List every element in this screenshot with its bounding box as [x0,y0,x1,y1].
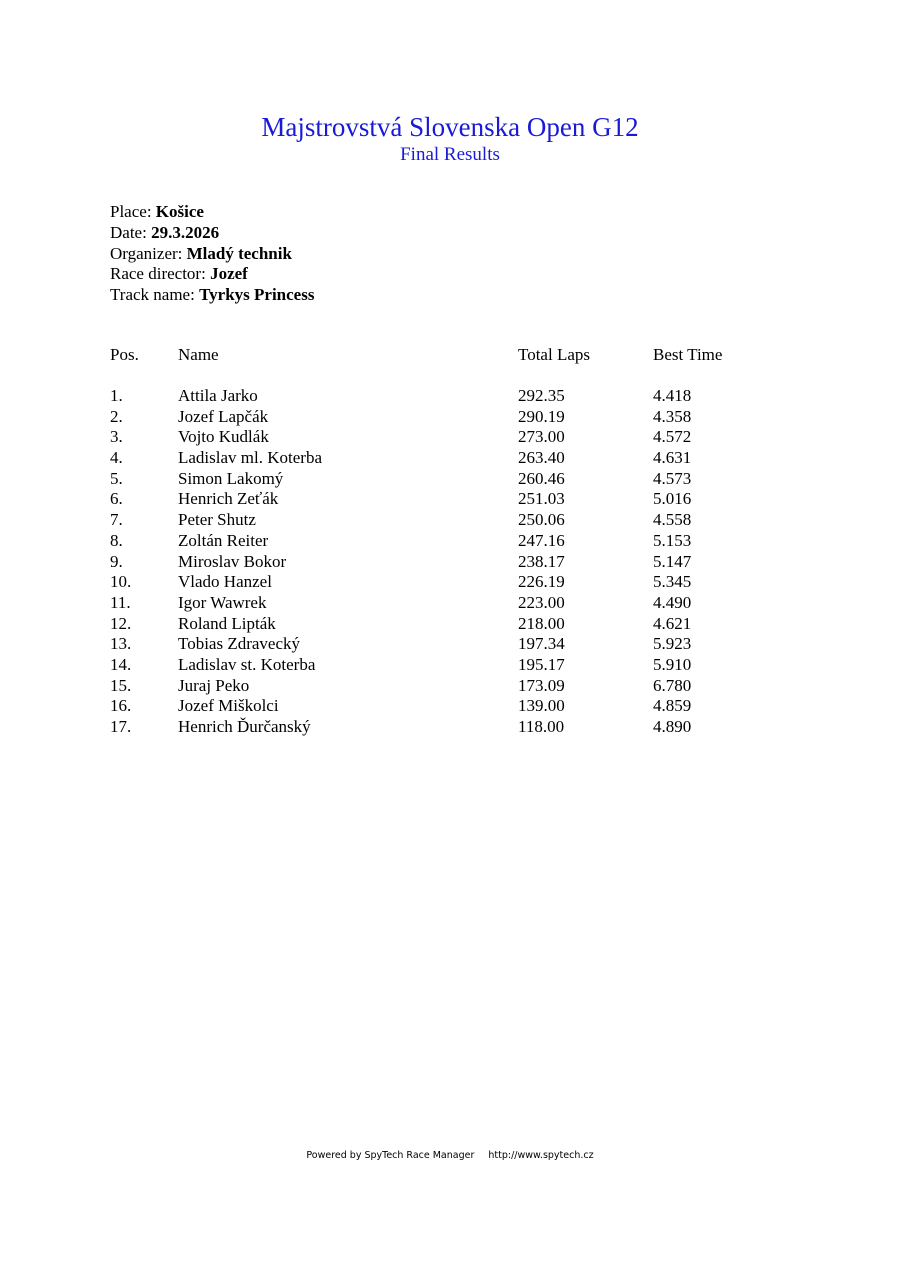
results-table-header [110,345,810,365]
cell-name: Jozef Lapčák [178,406,269,426]
table-row [110,676,810,697]
table-row [110,572,810,593]
footer-url: http://www.spytech.cz [488,1150,594,1161]
table-row [110,696,810,717]
cell-name: Peter Shutz [178,510,256,530]
table-row [110,655,810,676]
cell-best-time: 5.147 [653,551,692,571]
cell-total-laps: 247.16 [518,530,565,550]
cell-pos: 4. [110,448,123,468]
header-pos: Pos. [110,345,139,364]
table-row [110,407,810,428]
cell-name: Henrich Ďurčanský [178,717,311,736]
cell-best-time: 4.573 [653,468,692,488]
cell-best-time: 4.558 [653,510,692,530]
info-label: Organizer: [110,243,187,263]
cell-name: Igor Wawrek [178,592,267,612]
cell-name: Vojto Kudlák [178,427,269,447]
cell-total-laps: 238.17 [518,551,565,571]
cell-total-laps: 139.00 [518,696,565,716]
table-row [110,489,810,510]
cell-pos: 1. [110,386,123,405]
table-row [110,386,810,407]
page-footer [0,1149,900,1163]
cell-pos: 5. [110,468,123,488]
cell-best-time: 4.418 [653,386,692,405]
info-value: Mladý technik [186,243,292,263]
table-row [110,469,810,490]
cell-total-laps: 263.40 [518,448,565,468]
cell-name: Ladislav ml. Koterba [178,448,322,468]
cell-total-laps: 118.00 [518,717,565,736]
cell-total-laps: 197.34 [518,634,565,654]
cell-best-time: 5.923 [653,634,692,654]
cell-total-laps: 173.09 [518,675,565,695]
info-label: Track name: [110,285,200,305]
powered-by-text: Powered by SpyTech Race Manager [306,1150,475,1161]
table-row [110,552,810,573]
cell-best-time: 5.016 [653,489,692,509]
info-value: Košice [155,202,204,221]
cell-best-time: 5.345 [653,572,692,592]
cell-total-laps: 290.19 [518,406,565,426]
cell-name: Juraj Peko [178,675,250,695]
cell-pos: 2. [110,406,123,426]
info-value: 29.3.2026 [151,222,220,242]
cell-total-laps: 250.06 [518,510,565,530]
info-label: Race director: [110,264,211,284]
cell-total-laps: 273.00 [518,427,565,447]
cell-total-laps: 260.46 [518,468,565,488]
cell-best-time: 4.572 [653,427,692,447]
table-row [110,531,810,552]
cell-best-time: 4.490 [653,592,692,612]
cell-pos: 13. [110,634,132,654]
cell-pos: 14. [110,654,132,674]
cell-pos: 9. [110,551,123,571]
info-track-name [110,285,314,306]
cell-name: Jozef Miškolci [178,696,279,716]
cell-name: Roland Lipták [178,613,276,633]
cell-best-time: 5.153 [653,530,692,550]
cell-name: Simon Lakomý [178,468,284,488]
info-value: Tyrkys Princess [199,285,315,305]
cell-pos: 10. [110,572,132,592]
race-info [110,202,314,306]
table-row [110,614,810,635]
cell-name: Attila Jarko [178,386,258,405]
cell-best-time: 4.621 [653,613,692,633]
info-organizer [110,244,314,265]
cell-total-laps: 226.19 [518,572,565,592]
header-best-time: Best Time [653,345,723,364]
cell-name: Henrich Zeťák [178,489,279,509]
cell-total-laps: 223.00 [518,592,565,612]
table-row [110,510,810,531]
table-row [110,593,810,614]
cell-total-laps: 292.35 [518,386,565,405]
page-subtitle: Final Results [400,144,500,165]
cell-best-time: 4.358 [653,406,692,426]
page-title: Majstrovstvá Slovenska Open G12 [261,112,639,142]
cell-best-time: 6.780 [653,675,692,695]
cell-pos: 15. [110,675,132,695]
table-row [110,448,810,469]
table-row [110,634,810,655]
cell-pos: 7. [110,510,123,530]
cell-pos: 3. [110,427,123,447]
cell-best-time: 4.859 [653,696,692,716]
info-value: Jozef [210,264,248,284]
info-date [110,223,314,244]
table-row [110,427,810,448]
info-label: Place: [110,202,156,221]
results-table-body [110,386,810,738]
cell-name: Vlado Hanzel [178,572,272,592]
cell-total-laps: 195.17 [518,654,565,674]
cell-best-time: 4.890 [653,717,692,736]
cell-name: Tobias Zdravecký [178,634,301,654]
cell-pos: 16. [110,696,132,716]
table-row [110,717,810,738]
cell-name: Zoltán Reiter [178,530,269,550]
cell-pos: 11. [110,592,131,612]
info-label: Date: [110,222,152,242]
info-place [110,202,314,223]
cell-name: Miroslav Bokor [178,551,287,571]
cell-pos: 12. [110,613,132,633]
cell-best-time: 5.910 [653,654,692,674]
cell-total-laps: 218.00 [518,613,565,633]
cell-best-time: 4.631 [653,448,692,468]
info-race-director [110,264,314,285]
cell-total-laps: 251.03 [518,489,565,509]
cell-name: Ladislav st. Koterba [178,654,316,674]
cell-pos: 6. [110,489,123,509]
cell-pos: 8. [110,530,123,550]
cell-pos: 17. [110,717,132,736]
header-total-laps: Total Laps [518,345,590,364]
header-name: Name [178,345,219,364]
